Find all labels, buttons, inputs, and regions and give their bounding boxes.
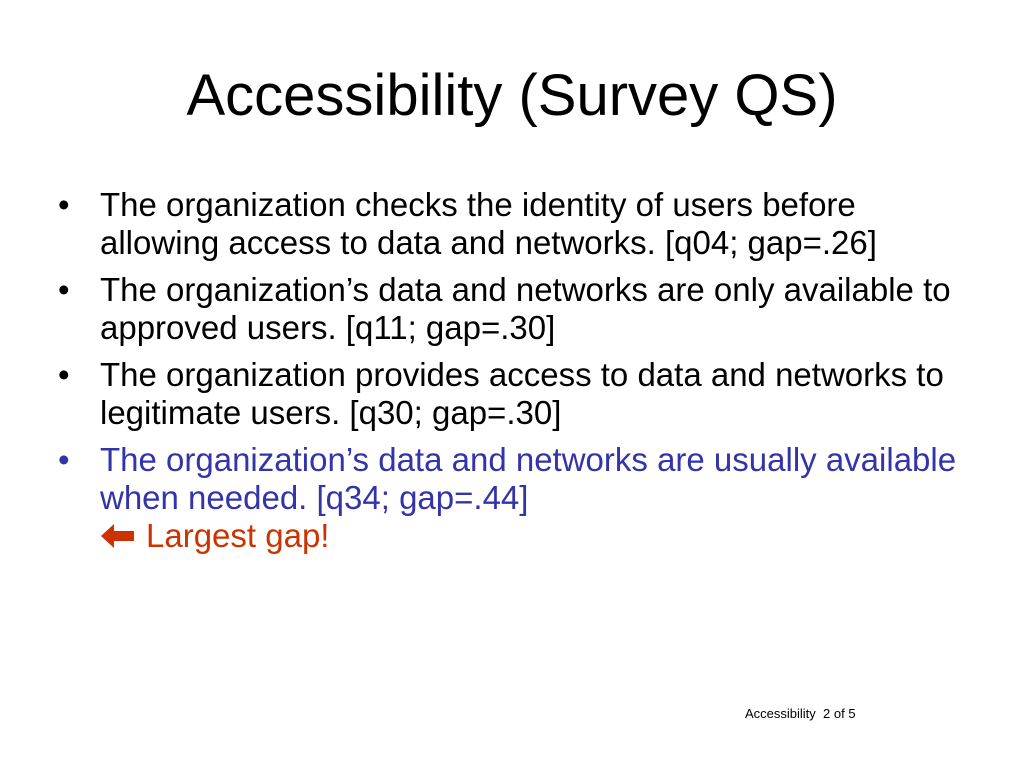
bullet-item	[58, 271, 958, 347]
bullet-dot: •	[58, 356, 70, 393]
bullet-item-highlighted	[58, 441, 958, 555]
bullet-text: The organization’s data and networks are usually available when needed. [q34; gap=.44]	[100, 441, 957, 516]
bullet-dot: •	[58, 441, 70, 478]
bullet-text: The organization checks the identity of users before allowing access to data and networks. [q04; gap=.26]	[100, 186, 877, 261]
bullet-text: The organization’s data and networks are only available to approved users. [q11; gap=.30]	[100, 271, 951, 346]
largest-gap-label: Largest gap!	[146, 517, 330, 554]
left-arrow-icon	[100, 517, 136, 555]
bullet-text: The organization provides access to data and networks to legitimate users. [q30; gap=.30]	[100, 356, 944, 431]
bullet-item	[58, 356, 958, 432]
bullet-list	[58, 186, 958, 564]
bullet-item	[58, 186, 958, 262]
largest-gap-note	[100, 517, 329, 554]
slide-footer: Accessibility 2 of 5	[745, 706, 856, 721]
slide-title: Accessibility (Survey QS)	[186, 63, 838, 128]
bullet-dot: •	[58, 271, 70, 308]
bullet-dot: •	[58, 186, 70, 223]
